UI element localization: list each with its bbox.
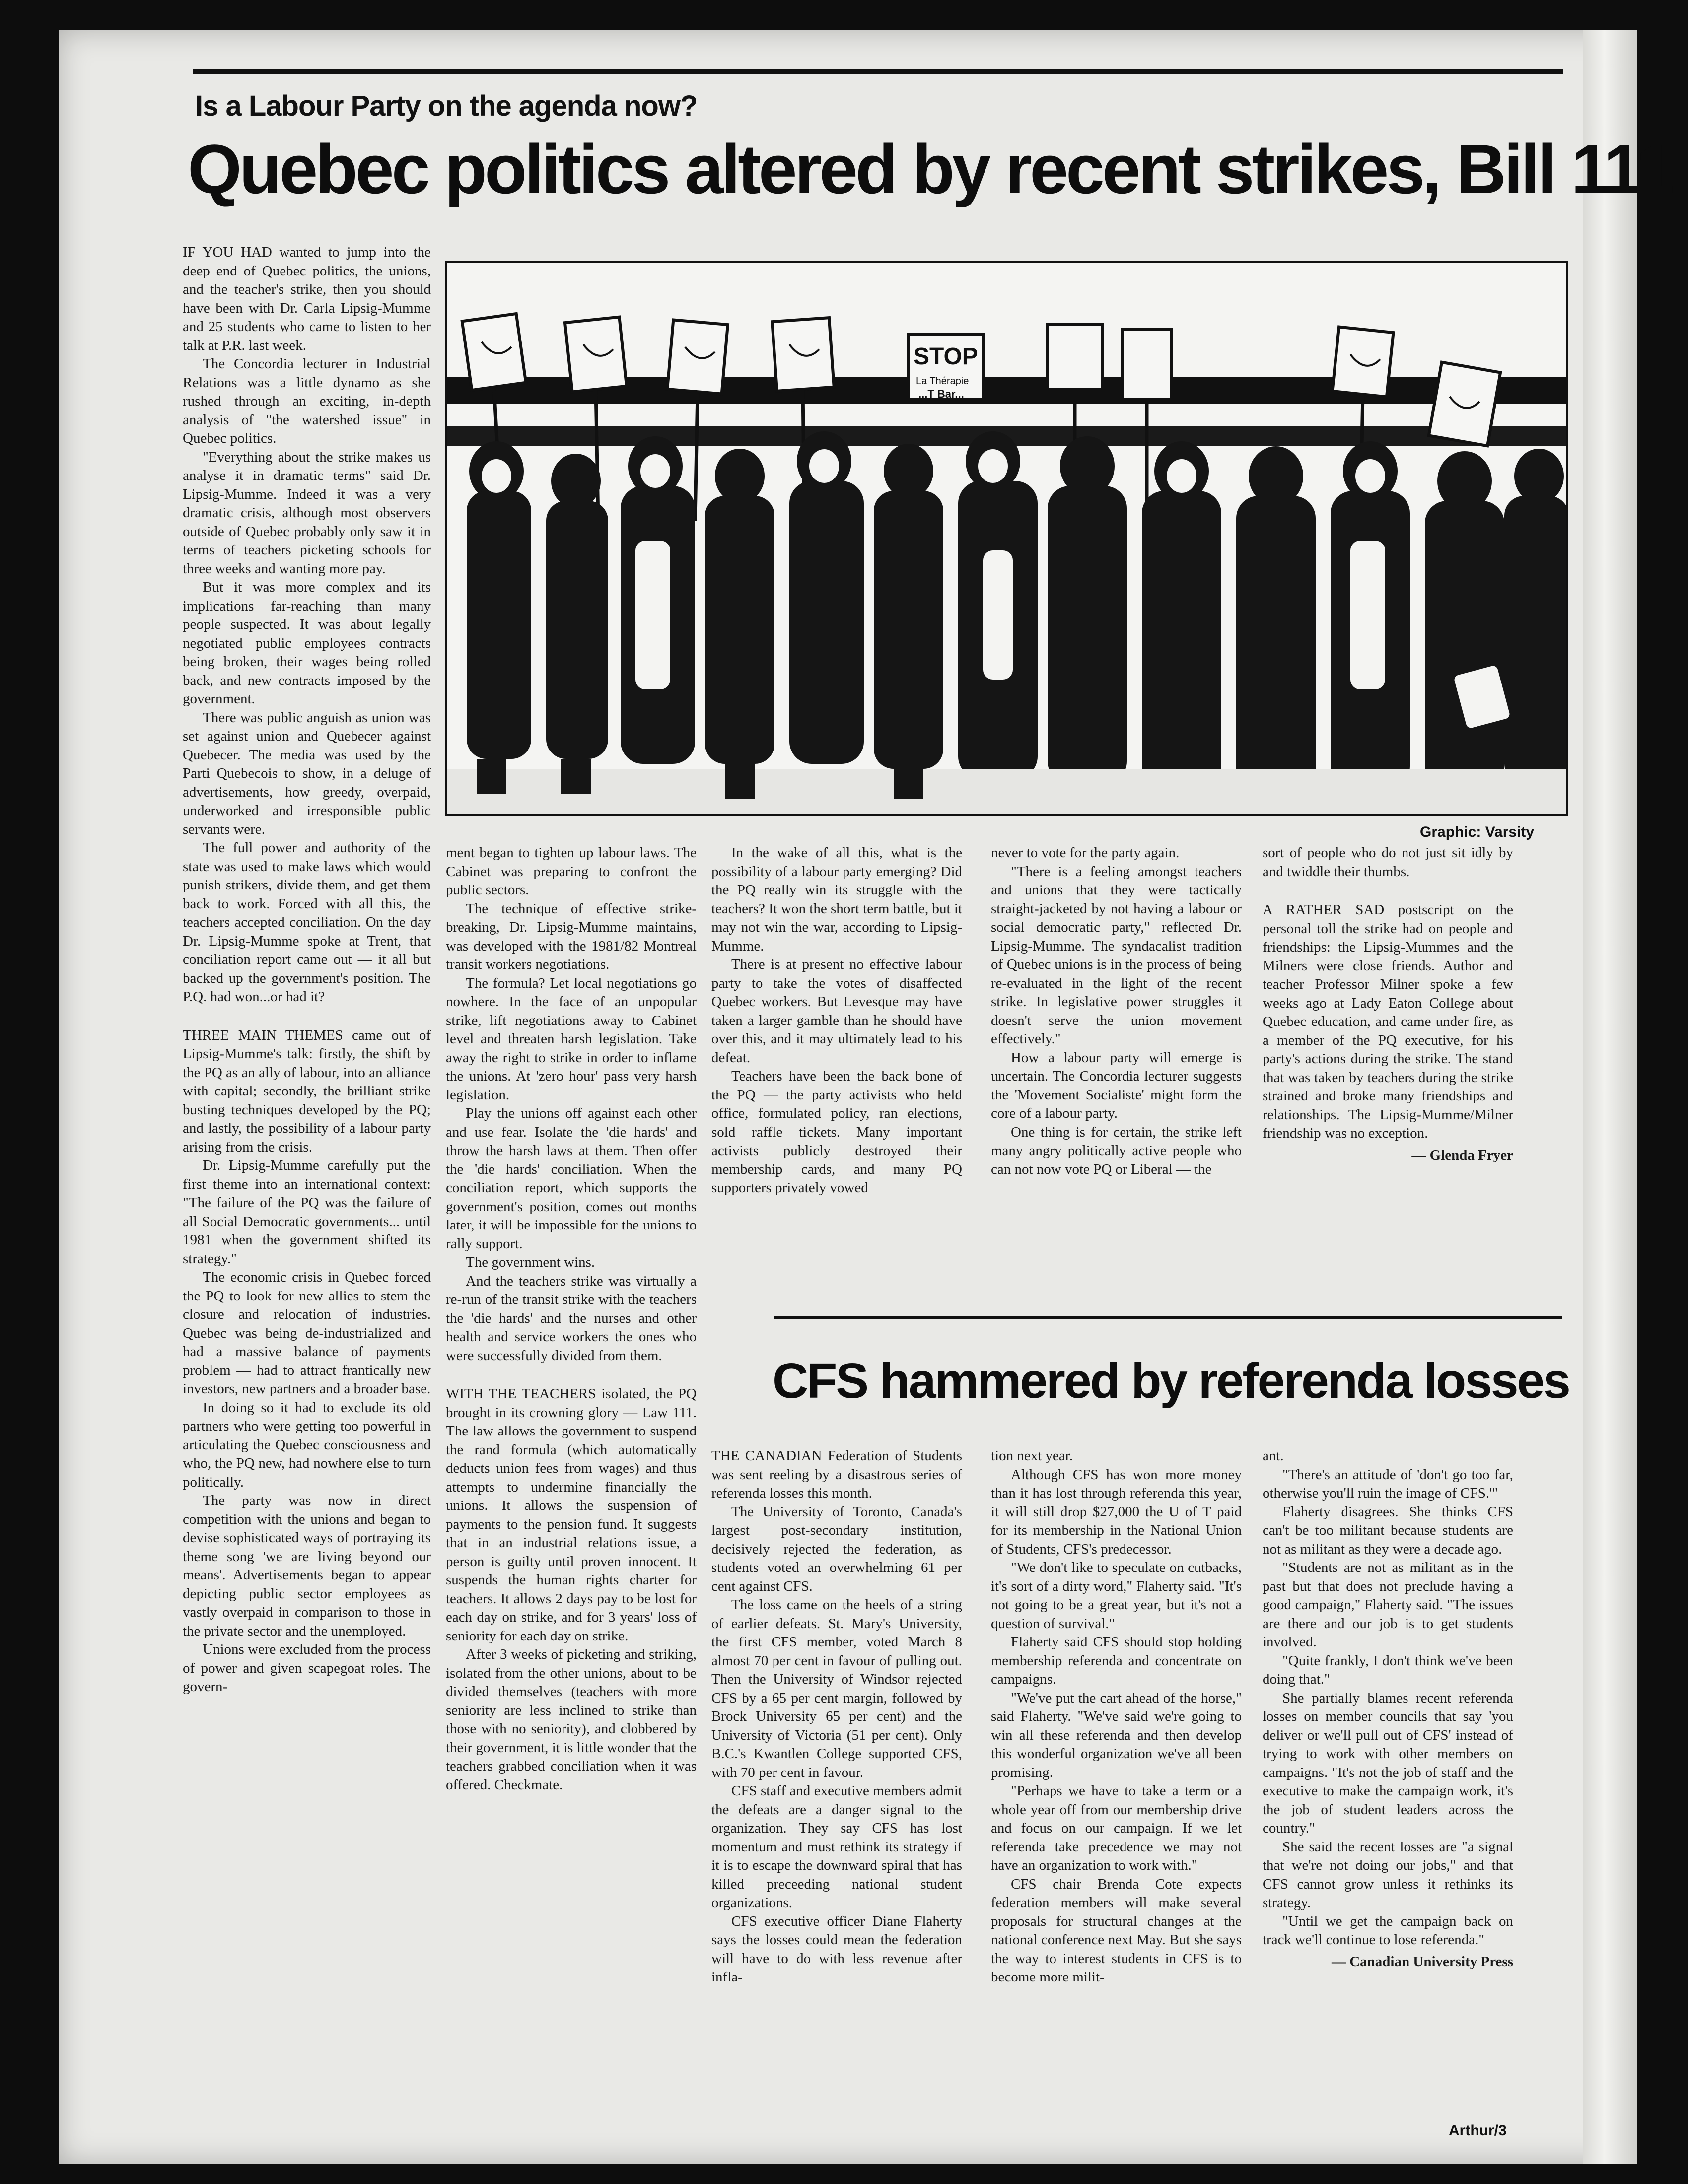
byline: — Glenda Fryer bbox=[1411, 1147, 1513, 1163]
article-paragraph: "There's an attitude of 'don't go too far, otherwise you'll ruin the image of CFS.'" bbox=[1263, 1466, 1513, 1501]
article-paragraph: Although CFS has won more money than it has lost through referenda this year, it will still drop $27,000 the U of T paid for its membership in the National Union of Students, CFS's predecessor. bbox=[991, 1466, 1242, 1557]
newspaper-page bbox=[59, 30, 1672, 2164]
article-paragraph: The Concordia lecturer in Industrial Relations was a little dynamo as she rushed through an exciting, in-depth analysis of "the watershed issue" in Quebec politics. bbox=[183, 356, 431, 446]
article-paragraph: Play the unions off against each other and use fear. Isolate the 'die hards' and throw the harsh laws at them. Then offer the 'die hards' conciliation. When the conciliation report, which supports the government's position, comes out months later, it will be impossible for the unions to rally support. bbox=[446, 1105, 697, 1252]
article-paragraph: Flaherty disagrees. She thinks CFS can't be too militant because students are not as militant as they were a decade ago. bbox=[1263, 1503, 1513, 1557]
article-paragraph: The University of Toronto, Canada's largest post-secondary institution, decisively rejected the federation, as students voted an overwhelming 61 per cent against CFS. bbox=[711, 1503, 962, 1594]
article-paragraph: But it was more complex and its implications far-reaching than many people suspected. It was about legally negotiated public employees contracts being broken, their wages being rolled back, and new contracts imposed by the government. bbox=[183, 579, 431, 707]
article1-column-2 bbox=[446, 844, 697, 1794]
article1-column-5 bbox=[1263, 844, 1513, 1164]
article2-column-2 bbox=[991, 1447, 1242, 1987]
article-paragraph: "Students are not as militant as in the past but that does not preclude having a good campaign," Flaherty said. "The issues are there and our job is to get students involved. bbox=[1263, 1560, 1513, 1650]
article-paragraph: The economic crisis in Quebec forced the PQ to look for new allies to stem the closure and relocation of industries. Quebec was being de-industrialized and had a massive balance of payments problem — had to attract frantically new investors, new partners and a broader base. bbox=[183, 1269, 431, 1397]
article-headline: Quebec politics altered by recent strikes, Bill 111 bbox=[188, 130, 1672, 208]
section-rule bbox=[774, 1316, 1562, 1319]
strike-protest-photo bbox=[445, 261, 1568, 816]
article-paragraph: The party was now in direct competition with the unions and began to devise sophisticated ways of portraying its theme song 'we are living beyond our means'. Advertisements began to appear depicting public sector employees as vastly overpaid in comparison to those in the private sector and the unemployed. bbox=[183, 1493, 431, 1639]
article-paragraph: "There is a feeling amongst teachers and unions that they were tactically straight-jacketed by not having a labour or social democratic party," reflected Dr. Lipsig-Mumme. The syndacalist tradition of Quebec unions is in the process of being re-evaluated in the light of the recent strike. In legislative power struggles it doesn't serve the union movement effectively." bbox=[991, 863, 1242, 1047]
article-paragraph: never to vote for the party again. bbox=[991, 845, 1180, 861]
protest-sign-text: ...T Bar... bbox=[918, 388, 964, 400]
article-paragraph: tion next year. bbox=[991, 1448, 1073, 1464]
article1-column-3 bbox=[711, 844, 962, 1198]
protest-sign-text: STOP bbox=[914, 343, 978, 370]
article-paragraph: Unions were excluded from the process of power and given scapegoat roles. The govern- bbox=[183, 1641, 431, 1695]
article-paragraph: "Quite frankly, I don't think we've been doing that." bbox=[1263, 1652, 1513, 1687]
article-paragraph: IF YOU HAD wanted to jump into the deep end of Quebec politics, the unions, and the teacher's strike, then you should have been with Dr. Carla Lipsig-Mumme and 25 students who came to listen to her talk at P.R. last week. bbox=[183, 244, 431, 353]
article2-column-3 bbox=[1263, 1447, 1513, 1971]
page-folio: Arthur/3 bbox=[1449, 2122, 1507, 2139]
article-paragraph: She partially blames recent referenda losses on member councils that say 'you deliver or we'll pull out of CFS' instead of trying to work with other members on campaigns. "It's not the job of staff and the executive to make the campaign work, it's the job of student leaders across the country." bbox=[1263, 1690, 1513, 1836]
article-paragraph: CFS executive officer Diane Flaherty says the losses could mean the federation will have to do with less revenue after infla- bbox=[711, 1913, 962, 1985]
article-paragraph: There was public anguish as union was set against union and Quebecer against Quebecer. The media was used by the Parti Quebecois to show, in a deluge of advertisements, how greedy, overpaid, underworked and irresponsible public servants were. bbox=[183, 709, 431, 837]
top-rule bbox=[193, 69, 1563, 74]
article-paragraph: ment began to tighten up labour laws. The Cabinet was preparing to confront the public sectors. bbox=[446, 845, 697, 898]
article-paragraph: The government wins. bbox=[466, 1254, 595, 1270]
protest-sign-text: La Thérapie bbox=[916, 376, 969, 387]
byline: — Canadian University Press bbox=[1331, 1953, 1513, 1970]
article-paragraph: "Everything about the strike makes us analyse it in dramatic terms" said Dr. Lipsig-Mumme. Indeed it was a very dramatic crisis, although most observers outside of Quebec probably only saw it in terms of teachers picketing schools for three weeks and wanting more pay. bbox=[183, 449, 431, 577]
article-paragraph: "We've put the cart ahead of the horse," said Flaherty. "We've said we're going to win all these referenda and then develop this wonderful organization we've all been promising. bbox=[991, 1690, 1242, 1780]
article-paragraph: The formula? Let local negotiations go nowhere. In the face of an unpopular strike, lift negotiations away to Cabinet level and threaten harsh legislation. Take away the right to strike in order to inflame the unions. At 'zero hour' pass very harsh legislation. bbox=[446, 975, 697, 1103]
page-fold-edge bbox=[1583, 30, 1637, 2164]
article-paragraph: Teachers have been the back bone of the PQ — the party activists who held office, formulated policy, ran elections, sold raffle tickets. Many important activists publicly destroyed their membership cards, and many PQ supporters privately vowed bbox=[711, 1068, 962, 1196]
article-paragraph: THE CANADIAN Federation of Students was sent reeling by a disastrous series of referenda losses this month. bbox=[711, 1448, 962, 1501]
article-paragraph: sort of people who do not just sit idly by and twiddle their thumbs. bbox=[1263, 845, 1513, 880]
article-kicker: Is a Labour Party on the agenda now? bbox=[195, 90, 698, 122]
article-paragraph: CFS chair Brenda Cote expects federation members will make several proposals for structural changes at the national conference next May. But she says the way to interest students in CFS is to become more milit- bbox=[991, 1876, 1242, 1985]
article2-headline: CFS hammered by referenda losses bbox=[773, 1353, 1569, 1409]
article-paragraph: "We don't like to speculate on cutbacks, it's sort of a dirty word," Flaherty said. "It's not going to be a great year, but it's not a question of survival." bbox=[991, 1560, 1242, 1632]
article-paragraph: After 3 weeks of picketing and striking, isolated from the other unions, about to be divided themselves (teachers with more seniority are less inclined to strike than those with no seniority), and clobbered by their government, it is little wonder that the teachers grabbed conciliation when it was offered. Checkmate. bbox=[446, 1646, 697, 1793]
article-paragraph: WITH THE TEACHERS isolated, the PQ brought in its crowning glory — Law 111. The law allows the government to suspend the rand formula (which automatically deducts union fees from wages) and thus attempts to undermine financially the unions. It allows the suspension of payments to the pension fund. It suggests that in an industrial relations issue, a person is guilty until proven innocent. It suspends the human rights charter for teachers. It allows 2 days pay to be lost for each day on strike, and for 3 years' loss of seniority for each day on strike. bbox=[446, 1386, 697, 1644]
article-paragraph: Flaherty said CFS should stop holding membership referenda and concentrate on campaigns. bbox=[991, 1634, 1242, 1687]
article-paragraph: In doing so it had to exclude its old partners who were getting too powerful in articulating the Quebec consciousness and who, the PQ new, had nowhere else to turn politically. bbox=[183, 1399, 431, 1490]
article-paragraph: "Until we get the campaign back on track we'll continue to lose referenda." bbox=[1263, 1913, 1513, 1948]
article-paragraph: One thing is for certain, the strike left many angry politically active people who can not now vote PQ or Liberal — the bbox=[991, 1124, 1242, 1177]
article-paragraph: THREE MAIN THEMES came out of Lipsig-Mumme's talk: firstly, the shift by the PQ as an ally of labour, into an alliance with capital; secondly, the brilliant strike busting techniques developed by the PQ; and lastly, the possibility of a labour party arising from the crisis. bbox=[183, 1027, 431, 1155]
article-paragraph: CFS staff and executive members admit the defeats are a danger signal to the organization. They say CFS has lost momentum and must rethink its strategy if it is to escape the downward spiral that has killed preceeding national student organizations. bbox=[711, 1783, 962, 1911]
article-paragraph: There is at present no effective labour party to take the votes of disaffected Quebec workers. But Levesque may have taken a larger gamble than he should have over this, and it may ultimately lead to his defeat. bbox=[711, 956, 962, 1066]
article2-column-1 bbox=[711, 1447, 962, 1987]
article-paragraph: A RATHER SAD postscript on the personal toll the strike had on people and friendships: the Lipsig-Mummes and the Milners were close friends. Author and teacher Professor Milner spoke a few weeks ago at Lady Eaton College about Quebec education, and came under fire, as a member of the PQ executive, for his party's actions during the strike. The stand that was taken by teachers during the strike strained and broke many friendships and relationships. The Lipsig-Mumme/Milner friendship was no exception. bbox=[1263, 902, 1513, 1141]
protest-crowd-graphic bbox=[447, 263, 1566, 814]
article-paragraph: And the teachers strike was virtually a re-run of the transit strike with the teachers the 'die hards' and the nurses and other health and service workers the ones who were successfully divided from them. bbox=[446, 1273, 697, 1364]
article-paragraph: In the wake of all this, what is the possibility of a labour party emerging? Did the PQ really win its struggle with the teachers? It won the short term battle, but it may not win the war, according to Lipsig-Mumme. bbox=[711, 845, 962, 954]
article-paragraph: "Perhaps we have to take a term or a whole year off from our membership drive and focus on our campaign. If we let referenda take precedence we may not have an organization to work with." bbox=[991, 1783, 1242, 1873]
photo-credit: Graphic: Varsity bbox=[1420, 824, 1535, 840]
article-paragraph: The loss came on the heels of a string of earlier defeats. St. Mary's University, the first CFS member, voted March 8 almost 70 per cent in favour of pulling out. Then the University of Windsor rejected CFS by a 65 per cent margin, followed by Brock University 65 per cent) and the University of Victoria (51 per cent). Only B.C.'s Kwantlen College supported CFS, with 70 per cent in favour. bbox=[711, 1597, 962, 1780]
article-paragraph: ant. bbox=[1263, 1448, 1284, 1464]
article-paragraph: She said the recent losses are "a signal that we're not doing our jobs," and that CFS cannot grow unless it rethinks its strategy. bbox=[1263, 1839, 1513, 1911]
article-paragraph: The full power and authority of the state was used to make laws which would punish strikers, divide them, and get them back to work. Forced with all this, the teachers accepted conciliation. On the day Dr. Lipsig-Mumme spoke at Trent, that conciliation report came out — it all but backed up the government's position. The P.Q. had won...or had it? bbox=[183, 840, 431, 1005]
article1-column-4 bbox=[991, 844, 1242, 1179]
article-paragraph: The technique of effective strike-breaking, Dr. Lipsig-Mumme maintains, was developed with the 1981/82 Montreal transit workers negotiations. bbox=[446, 900, 697, 972]
article1-column-1 bbox=[183, 243, 431, 1697]
article-paragraph: Dr. Lipsig-Mumme carefully put the first theme into an international context: "The failure of the PQ was the failure of all Social Democratic governments... until 1981 when the government shifted its strategy." bbox=[183, 1158, 431, 1267]
article-paragraph: How a labour party will emerge is uncertain. The Concordia lecturer suggests the 'Movement Socialiste' might form the core of a labour party. bbox=[991, 1049, 1242, 1121]
